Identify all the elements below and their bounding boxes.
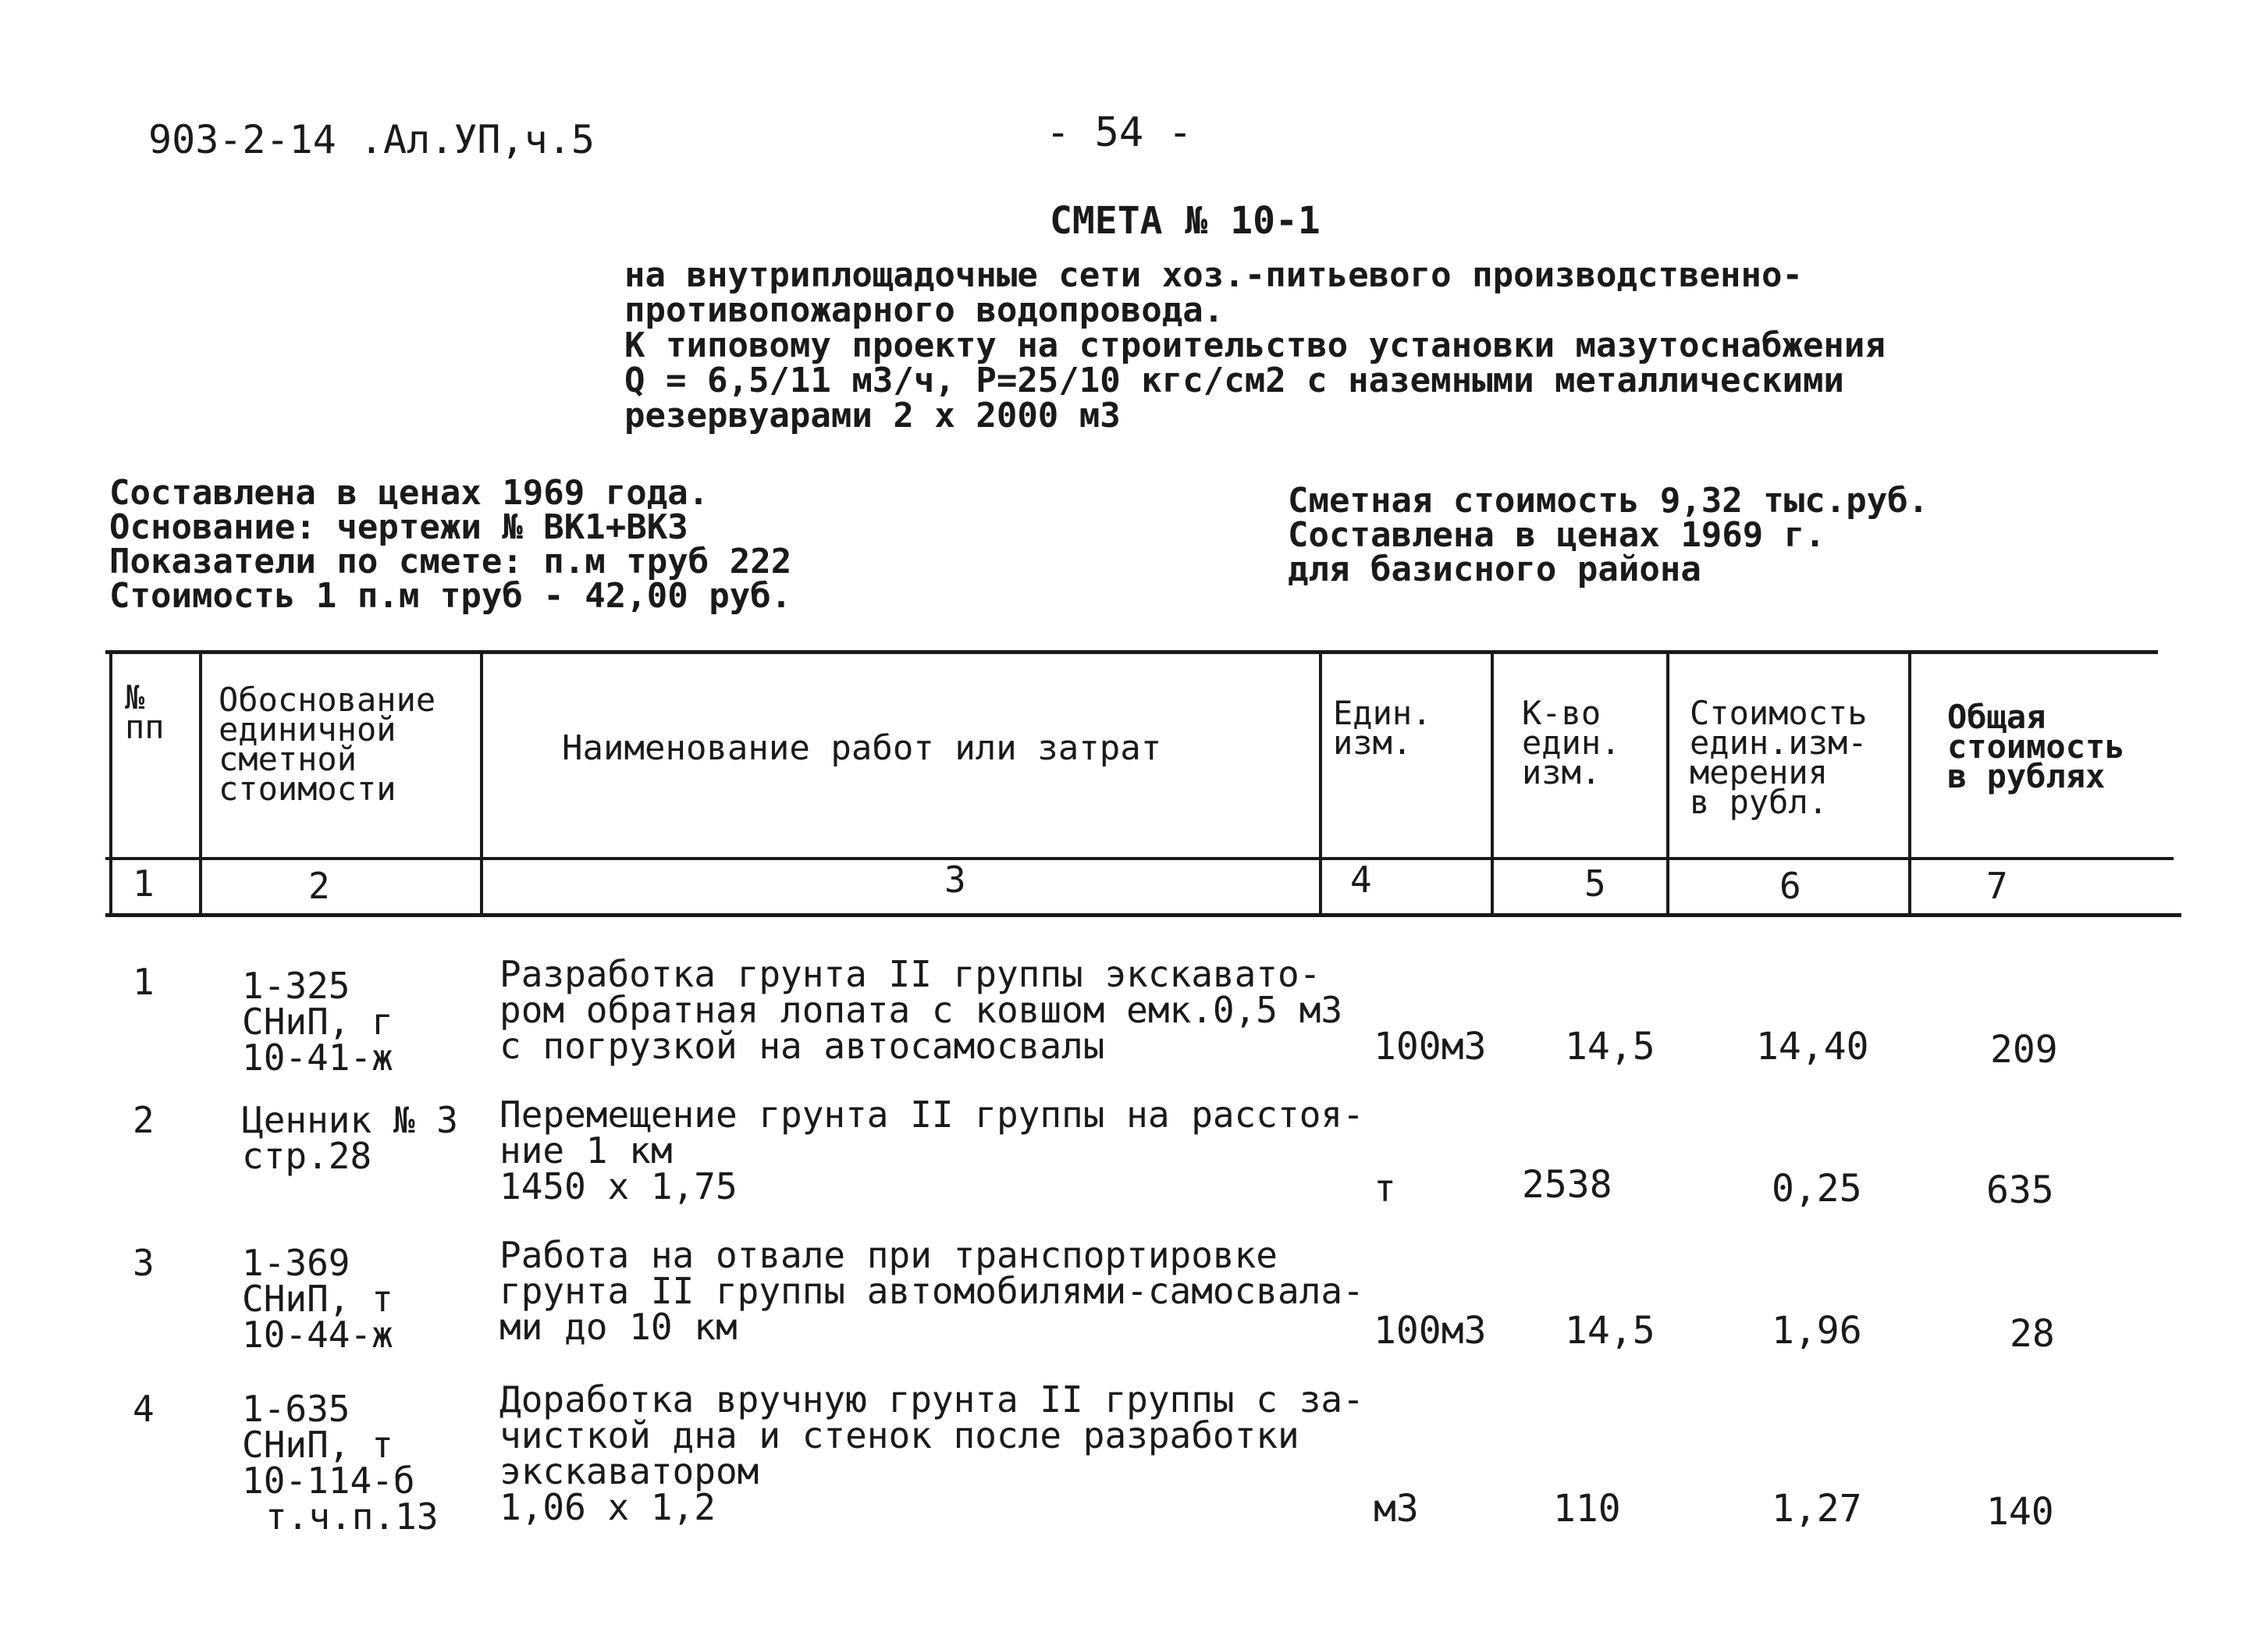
row-basis: 1-635 СНиП, т 10-114-б т.ч.п.13: [242, 1388, 439, 1538]
document-code: 903-2-14 .Ал.УП,ч.5: [148, 117, 595, 162]
row-number: 1: [133, 961, 155, 1003]
row-unit-cost: 0,25: [1772, 1167, 1862, 1211]
row-number: 3: [133, 1242, 155, 1284]
meta-line: Показатели по смете: п.м труб 222: [109, 542, 792, 581]
row-unit: т: [1374, 1167, 1396, 1211]
column-number: 1: [133, 862, 155, 905]
row-number: 4: [133, 1388, 155, 1430]
meta-line: Стоимость 1 п.м труб - 42,00 руб.: [109, 576, 792, 616]
column-number: 7: [1986, 865, 2008, 907]
table-column-divider: [1666, 652, 1669, 916]
description-line: Q = 6,5/11 м3/ч, P=25/10 кгс/см2 с наземными металлическими: [624, 361, 1844, 400]
estimate-basis-info: [109, 473, 792, 616]
row-work-name: Перемещение грунта II группы на расстоя- ние 1 км 1450 х 1,75: [499, 1093, 1364, 1207]
table-column-divider: [109, 652, 112, 916]
row-basis: 1-325 СНиП, г 10-41-ж: [242, 965, 393, 1079]
table-top-border: [105, 650, 2158, 654]
table-column-divider: [480, 652, 483, 916]
header-total-cost: Общая стоимость в рублях: [1947, 698, 2125, 795]
document-title: СМЕТА № 10-1: [1050, 199, 1321, 243]
row-unit: 100м3: [1374, 1309, 1487, 1353]
table-column-divider: [199, 652, 202, 916]
table-column-divider: [1491, 652, 1494, 916]
row-work-name: Доработка вручную грунта II группы с за- чисткой дна и стенок после разработки экскаватором 1,06 х 1,2: [499, 1378, 1364, 1528]
row-basis: Ценник № 3 стр.28: [242, 1099, 458, 1177]
estimate-cost-info: [1288, 481, 1929, 589]
row-unit: м3: [1374, 1487, 1419, 1531]
row-unit-cost: 1,27: [1772, 1487, 1862, 1531]
row-work-name: Работа на отвале при транспортировке грунта II группы автомобилями-самосвала- ми до 10 км: [499, 1234, 1364, 1348]
row-work-name: Разработка грунта II группы экскавато- ром обратная лопата с ковшом емк.0,5 м3 с погрузкой на автосамосвалы: [499, 953, 1343, 1067]
meta-line: Сметная стоимость 9,32 тыс.руб.: [1288, 481, 1929, 521]
header-basis: Обоснование единичной сметной стоимости: [219, 681, 436, 808]
page-number: - 54 -: [1046, 109, 1193, 156]
description-line: на внутриплощадочные сети хоз.-питьевого производственно-: [624, 255, 1803, 295]
description-line: К типовому проекту на строительство установки мазутоснабжения: [624, 325, 1886, 365]
header-row-number: № пп: [125, 678, 165, 746]
row-total: 140: [1986, 1490, 2054, 1534]
column-number: 2: [308, 865, 330, 907]
column-number: 6: [1779, 865, 1801, 907]
row-total: 635: [1986, 1168, 2054, 1212]
estimate-description: [624, 255, 1886, 436]
header-unit-cost: Стоимость един.изм- мерения в рубл.: [1690, 694, 1868, 821]
table-header-bottom-border: [105, 913, 2181, 917]
row-total: 28: [2010, 1312, 2055, 1356]
description-line: противопожарного водопровода.: [624, 290, 1225, 330]
row-unit: 100м3: [1374, 1025, 1487, 1069]
table-column-divider: [1319, 652, 1322, 916]
header-work-name: Наименование работ или затрат: [562, 728, 1162, 768]
header-unit: Един. изм.: [1333, 694, 1432, 762]
column-number: 4: [1350, 859, 1372, 901]
row-unit-cost: 1,96: [1772, 1309, 1862, 1353]
column-number: 5: [1584, 862, 1606, 905]
meta-line: Составлена в ценах 1969 г.: [1288, 515, 1825, 555]
meta-line: Составлена в ценах 1969 года.: [109, 473, 709, 513]
row-number: 2: [133, 1099, 155, 1141]
table-header-divider: [105, 857, 2174, 860]
row-quantity: 14,5: [1565, 1309, 1655, 1353]
row-quantity: 14,5: [1565, 1025, 1655, 1069]
table-column-divider: [1908, 652, 1911, 916]
meta-line: Основание: чертежи № ВК1+ВК3: [109, 507, 688, 547]
row-unit-cost: 14,40: [1756, 1025, 1869, 1069]
description-line: резервуарами 2 х 2000 м3: [624, 396, 1121, 436]
row-basis: 1-369 СНиП, т 10-44-ж: [242, 1242, 393, 1356]
meta-line: для базисного района: [1288, 549, 1701, 589]
column-number: 3: [944, 859, 966, 901]
row-total: 209: [1990, 1028, 2058, 1072]
row-quantity: 2538: [1522, 1163, 1612, 1207]
row-quantity: 110: [1553, 1487, 1621, 1531]
header-quantity: К-во един. изм.: [1522, 694, 1621, 791]
